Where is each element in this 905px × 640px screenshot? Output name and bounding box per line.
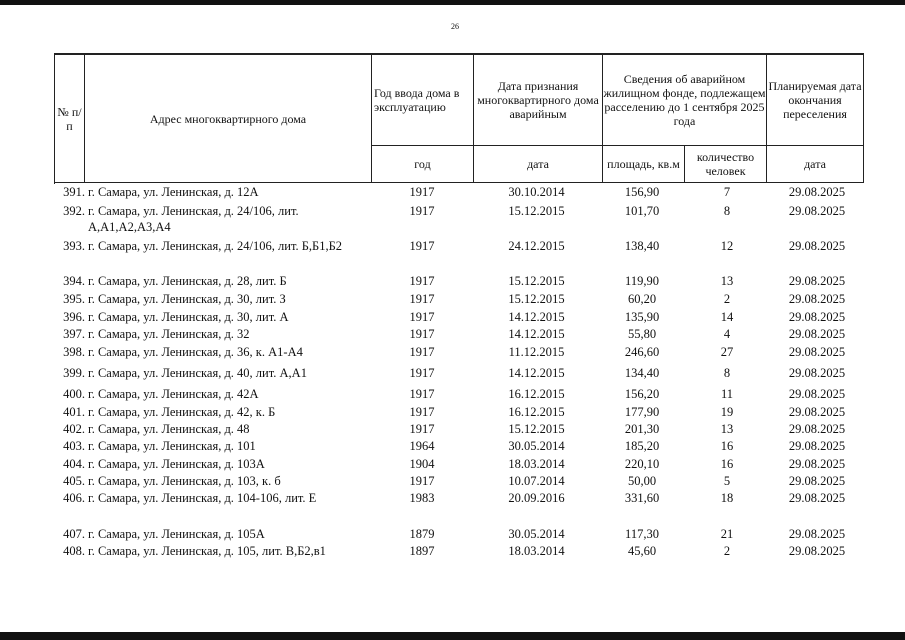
row-year: 1917 [409,327,435,341]
row-address: г. Самара, ул. Ленинская, д. 36, к. А1-А4 [88,345,303,359]
row-date: 30.05.2014 [508,439,565,453]
header-planned-end: Планируемая дата окончания переселения [767,55,864,146]
page-number: 26 [451,22,459,31]
row-area: 201,30 [624,422,660,436]
row-date: 16.12.2015 [508,405,565,419]
row-num: 399. [63,366,85,380]
row-address: г. Самара, ул. Ленинская, д. 48 [88,422,250,436]
row-area: 134,40 [624,366,660,380]
row-address: г. Самара, ул. Ленинская, д. 101 [88,439,256,453]
header-address: Адрес многоквартирного дома [85,55,372,183]
row-area: 156,20 [624,387,660,401]
row-end-date: 29.08.2025 [788,491,846,505]
subheader-people: количество человек [685,146,767,183]
row-year: 1917 [409,387,435,401]
row-end-date: 29.08.2025 [788,474,846,488]
row-end-date: 29.08.2025 [788,345,846,359]
row-year: 1917 [409,185,435,199]
row-end-date: 29.08.2025 [788,387,846,401]
row-address: г. Самара, ул. Ленинская, д. 12А [88,185,259,199]
subheader-year: год [372,146,474,183]
row-people: 14 [720,310,734,324]
row-end-date: 29.08.2025 [788,457,846,471]
row-year: 1917 [409,366,435,380]
row-people: 2 [723,292,731,306]
row-num: 407. [63,527,85,541]
row-people: 8 [723,204,731,218]
table-row [54,526,864,544]
row-date: 14.12.2015 [508,366,565,380]
row-address: г. Самара, ул. Ленинская, д. 104-106, лит. Е [88,491,317,505]
row-end-date: 29.08.2025 [788,422,846,436]
row-people: 12 [720,239,734,253]
row-area: 177,90 [624,405,660,419]
table-row [54,473,864,491]
row-address: г. Самара, ул. Ленинская, д. 24/106, лит. А,А1,А2,А3,А4 [88,204,299,234]
table-row [54,386,864,404]
row-date: 30.10.2014 [508,185,565,199]
row-address: г. Самара, ул. Ленинская, д. 40, лит. А,А1 [88,366,307,380]
row-date: 20.09.2016 [508,491,565,505]
table-row [54,344,864,362]
row-num: 406. [63,491,85,505]
row-num: 395. [63,292,85,306]
table-row [54,238,864,272]
row-area: 156,90 [624,185,660,199]
row-year: 1897 [409,544,435,558]
row-area: 119,90 [625,274,659,288]
subheader-end-date: дата [767,146,864,183]
row-address: г. Самара, ул. Ленинская, д. 105, лит. В,Б2,в1 [88,544,326,558]
table-row [54,326,864,344]
row-people: 7 [723,185,731,199]
row-num: 391. [63,185,85,199]
table-row [54,490,864,508]
row-date: 18.03.2014 [508,457,565,471]
row-year: 1917 [409,474,435,488]
table-row [54,404,864,422]
row-date: 18.03.2014 [508,544,565,558]
row-area: 135,90 [624,310,660,324]
row-end-date: 29.08.2025 [788,239,846,253]
row-date: 30.05.2014 [508,527,565,541]
table-row [54,365,864,383]
row-end-date: 29.08.2025 [788,405,846,419]
row-num: 397. [63,327,85,341]
row-date: 15.12.2015 [508,292,565,306]
row-year: 1983 [409,491,435,505]
row-date: 24.12.2015 [508,239,565,253]
row-year: 1917 [409,422,435,436]
header-num: № п/п [55,55,85,183]
row-area: 246,60 [624,345,660,359]
row-address: г. Самара, ул. Ленинская, д. 24/106, лит. Б,Б1,Б2 [88,239,343,253]
table-row [54,309,864,327]
row-people: 13 [720,274,734,288]
row-end-date: 29.08.2025 [788,366,846,380]
row-people: 11 [720,387,734,401]
row-year: 1879 [409,527,435,541]
row-end-date: 29.08.2025 [788,185,846,199]
row-area: 117,30 [625,527,659,541]
row-area: 60,20 [627,292,657,306]
table-row [54,456,864,474]
row-num: 404. [63,457,85,471]
row-address: г. Самара, ул. Ленинская, д. 103А [88,457,265,471]
row-address: г. Самара, ул. Ленинская, д. 42А [88,387,259,401]
row-area: 45,60 [627,544,657,558]
row-people: 4 [723,327,731,341]
row-num: 401. [63,405,85,419]
row-date: 15.12.2015 [508,422,565,436]
row-end-date: 29.08.2025 [788,204,846,218]
row-date: 15.12.2015 [508,274,565,288]
row-people: 27 [720,345,734,359]
header-fund-info: Сведения об аварийном жилищном фонде, подлежащем расселению до 1 сентября 2025 года [603,55,767,146]
table-row [54,203,864,237]
row-address: г. Самара, ул. Ленинская, д. 30, лит. З [88,292,286,306]
row-num: 400. [63,387,85,401]
row-address: г. Самара, ул. Ленинская, д. 105А [88,527,265,541]
row-address: г. Самара, ул. Ленинская, д. 103, к. б [88,474,281,488]
row-people: 16 [720,457,734,471]
row-end-date: 29.08.2025 [788,527,846,541]
header-recognition-date: Дата признания многоквартирного дома аварийным [474,55,603,146]
row-address: г. Самара, ул. Ленинская, д. 30, лит. А [88,310,289,324]
top-edge-bar [0,0,905,5]
row-end-date: 29.08.2025 [788,327,846,341]
row-year: 1917 [409,345,435,359]
row-people: 18 [720,491,734,505]
row-num: 392. [63,204,85,218]
row-year: 1917 [409,204,435,218]
row-num: 405. [63,474,85,488]
row-num: 394. [63,274,85,288]
row-people: 21 [720,527,734,541]
subheader-date: дата [474,146,603,183]
row-end-date: 29.08.2025 [788,544,846,558]
row-num: 403. [63,439,85,453]
table-row [54,543,864,561]
row-people: 5 [723,474,731,488]
row-end-date: 29.08.2025 [788,292,846,306]
row-year: 1917 [409,292,435,306]
row-date: 15.12.2015 [508,204,565,218]
row-year: 1917 [409,310,435,324]
row-year: 1964 [409,439,435,453]
bottom-edge-bar [0,632,905,640]
table-row [54,291,864,309]
header-year: Год ввода дома в эксплуатацию [372,55,474,146]
table-row [54,273,864,291]
row-num: 408. [63,544,85,558]
row-end-date: 29.08.2025 [788,310,846,324]
row-people: 16 [720,439,734,453]
row-num: 396. [63,310,85,324]
table-row [54,184,864,202]
row-date: 10.07.2014 [508,474,565,488]
subheader-area: площадь, кв.м [603,146,685,183]
row-address: г. Самара, ул. Ленинская, д. 28, лит. Б [88,274,287,288]
table-row [54,421,864,439]
row-people: 13 [720,422,734,436]
row-address: г. Самара, ул. Ленинская, д. 32 [88,327,250,341]
table-row [54,438,864,456]
row-area: 50,00 [627,474,657,488]
row-date: 14.12.2015 [508,310,565,324]
row-people: 8 [723,366,731,380]
row-date: 11.12.2015 [508,345,565,359]
row-num: 402. [63,422,85,436]
row-end-date: 29.08.2025 [788,274,846,288]
row-area: 55,80 [627,327,657,341]
row-end-date: 29.08.2025 [788,439,846,453]
row-year: 1917 [409,405,435,419]
row-num: 393. [63,239,85,253]
row-date: 14.12.2015 [508,327,565,341]
row-people: 19 [720,405,734,419]
row-num: 398. [63,345,85,359]
row-area: 101,70 [624,204,660,218]
row-area: 220,10 [624,457,660,471]
row-year: 1917 [409,239,435,253]
row-area: 138,40 [624,239,660,253]
row-area: 331,60 [624,491,660,505]
row-date: 16.12.2015 [508,387,565,401]
row-year: 1917 [409,274,435,288]
row-people: 2 [723,544,731,558]
row-area: 185,20 [624,439,660,453]
row-address: г. Самара, ул. Ленинская, д. 42, к. Б [88,405,276,419]
row-year: 1904 [409,457,435,471]
